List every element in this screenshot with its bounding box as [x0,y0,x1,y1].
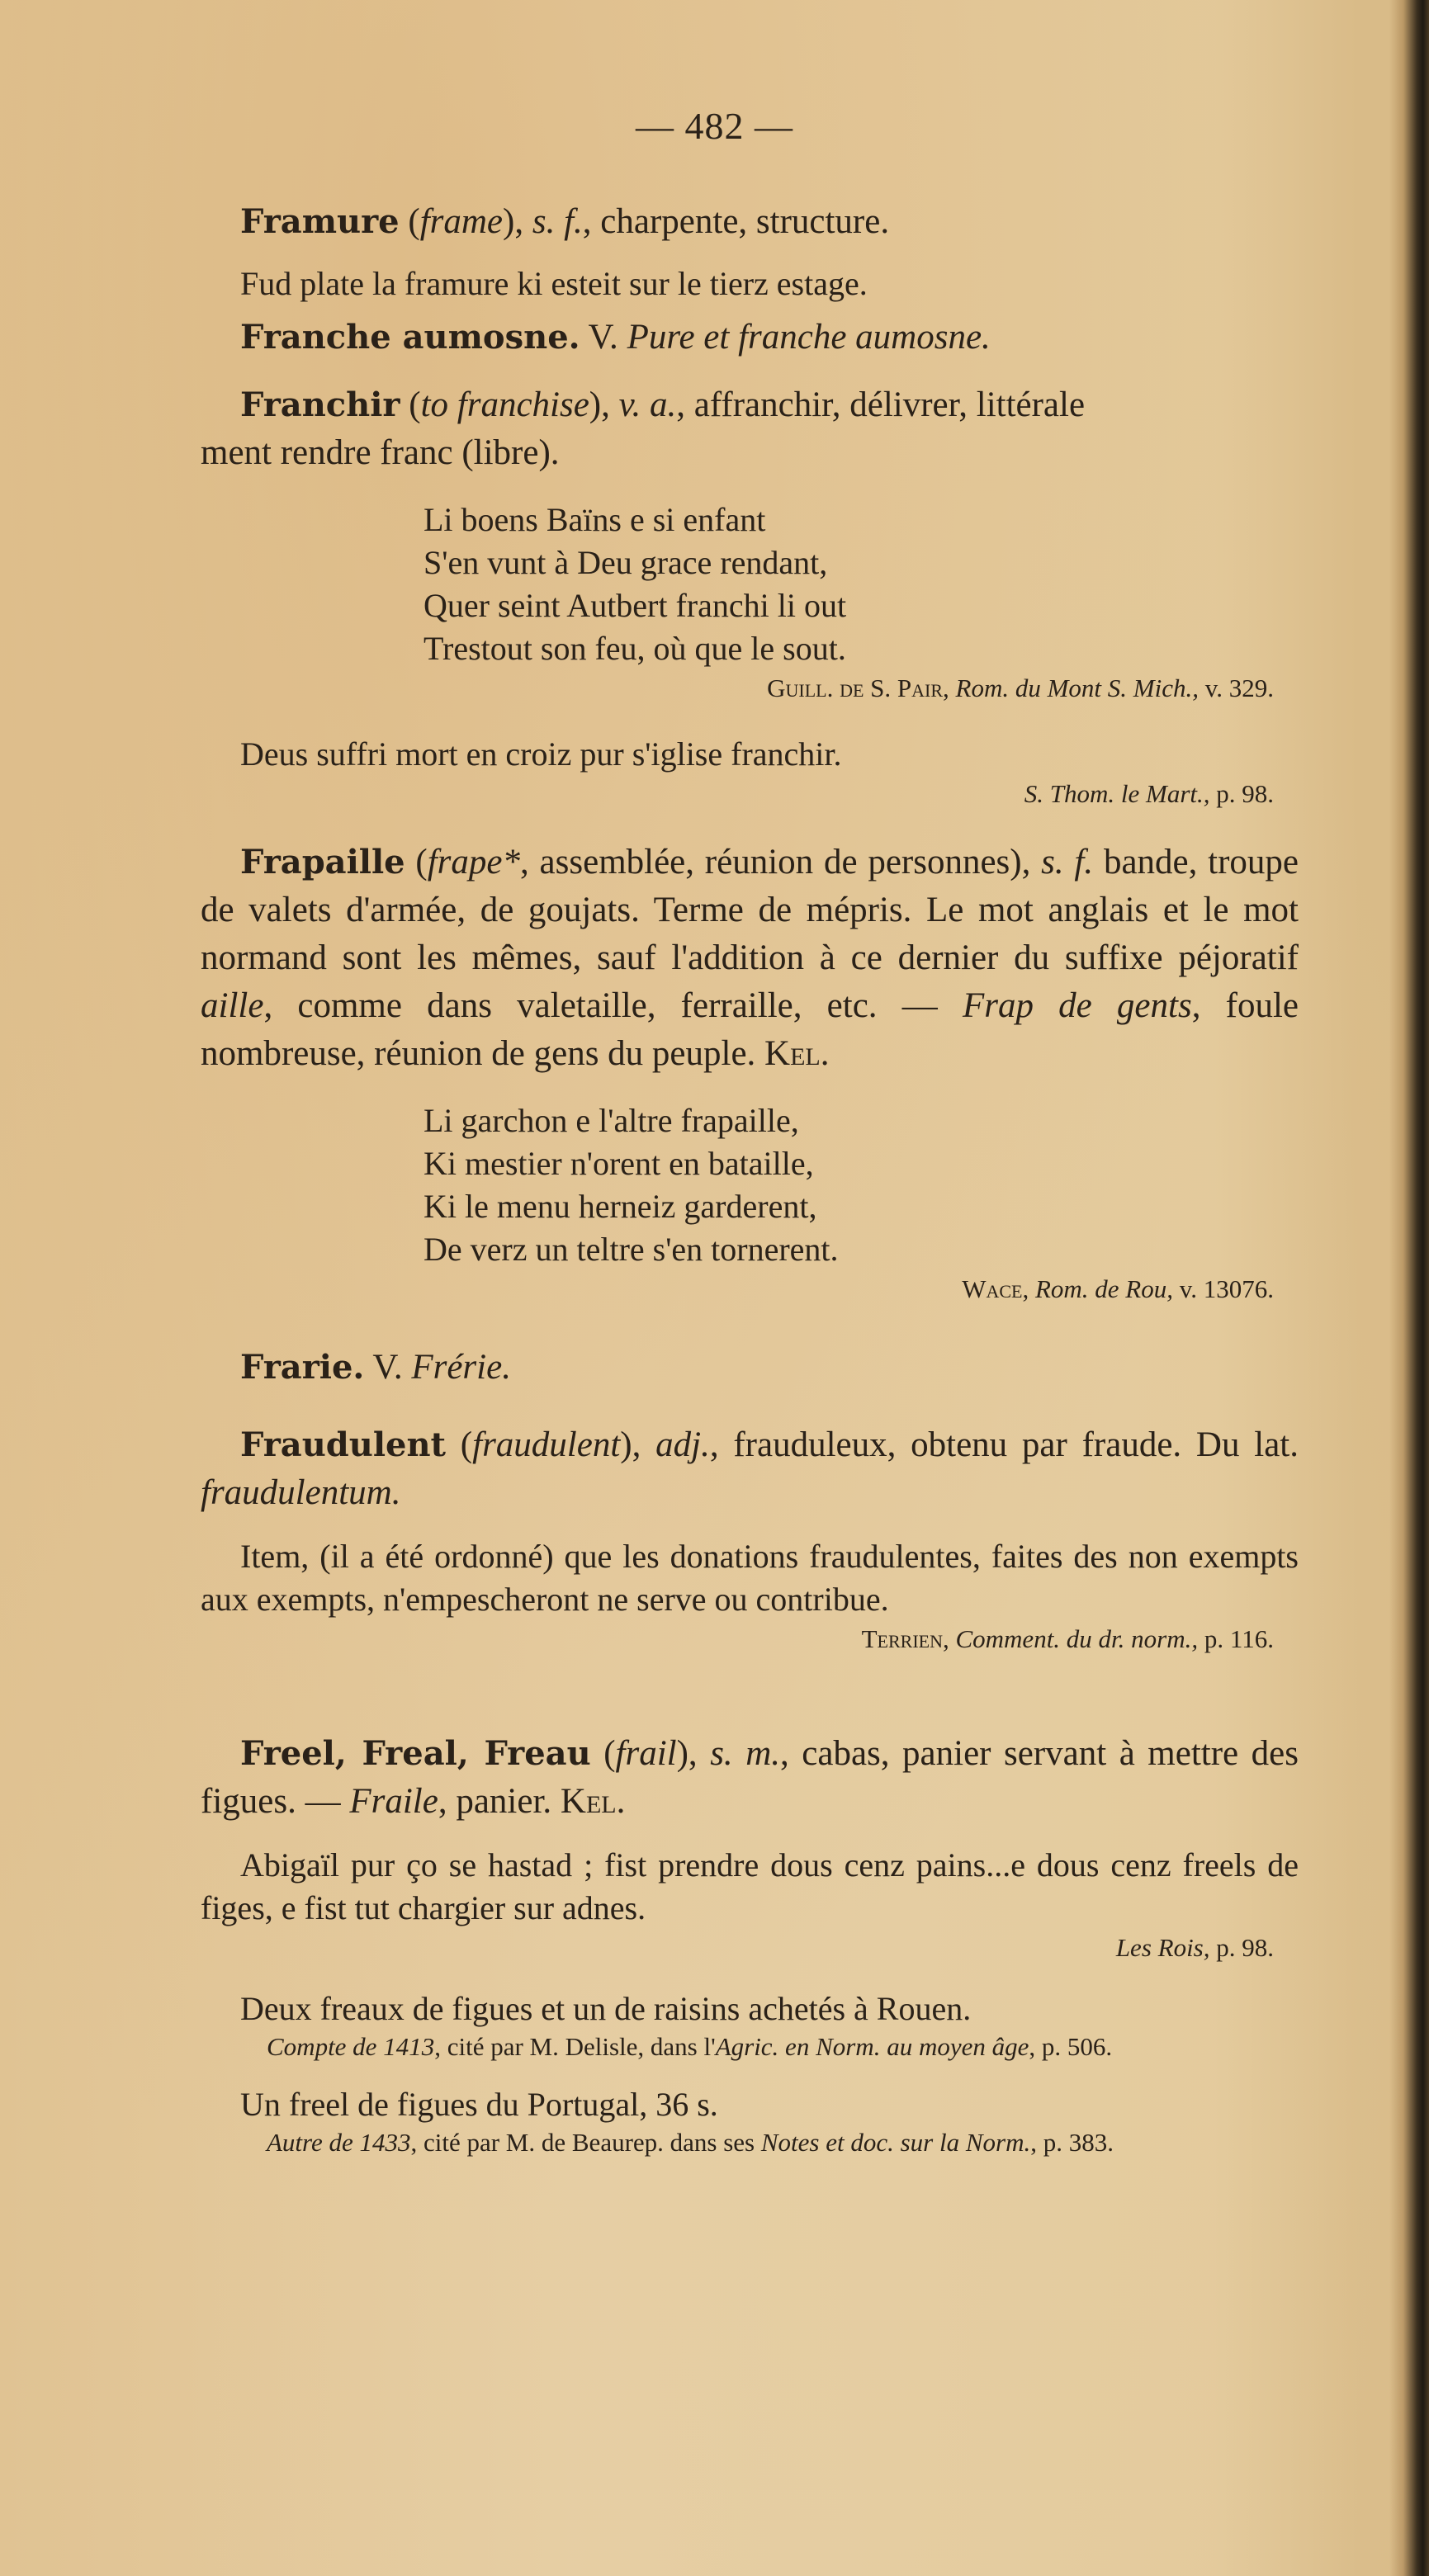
entry-fraudulent: Fraudulent (fraudulent), adj., frauduleux, obtenu par fraude. Du lat. fraudulentum. Item, (il a été ordonné) que les donations fraudulentes, faites des non exempts aux exempts, n'empescheront ne serve ou contribue. Terrien, Comment. du dr. norm., p. 116. [201,1421,1299,1657]
headword: Framure [240,202,400,241]
latin-etymon: fraudulentum. [201,1473,401,1512]
source-citation: Autre de 1433, cité par M. de Beaurep. dans ses Notes et doc. sur la Norm., p. 383. [267,2128,1114,2157]
headword: Frapaille [240,843,405,882]
suffix: aille [201,986,264,1025]
quote: Abigaïl pur ço se hastad ; fist prendre dous cenz pains...e dous cenz freels de figes, e fist tut chargier sur adnes. [201,1846,1299,1926]
grammar: adj. [655,1425,710,1464]
variant: Fraile [349,1782,438,1821]
verse-line: Trestout son feu, où que le sout. [423,630,846,667]
verse-line: Ki mestier n'orent en bataille, [423,1145,814,1182]
source-citation: Terrien, Comment. du dr. norm., p. 116. [861,1624,1274,1653]
verse-line: Li boens Baïns e si enfant [423,501,766,538]
quote: Deux freaux de figues et un de raisins achetés à Rouen. [240,1990,972,2027]
definition-continued: ment rendre franc (libre). [201,433,560,472]
source-citation: Guill. de S. Pair, Rom. du Mont S. Mich., v. 329. [767,674,1274,702]
definition: affranchir, délivrer, littérale [693,385,1086,424]
entry-franchir: Franchir (to franchise), v. a., affranchir, délivrer, littérale ment rendre franc (libre). Li boens Baïns e si enfant S'en vunt à Deu grace rendant, Quer seint Autbert franchi li out Trestout son feu, où que le sout. Guill. de S. Pair, Rom. du Mont S. Mich., v. 329. Deus suffri mort en croiz pur s'iglise franchir. S. Thom. le Mart., p. 98. [201,381,1299,812]
verse-line: Li garchon e l'altre frapaille, [423,1102,799,1139]
quote: Deus suffri mort en croiz pur s'iglise franchir. [240,735,842,773]
see-marker: V. [372,1348,403,1387]
etymology: frail [615,1734,677,1773]
headword: Frarie. [240,1348,365,1387]
headword: Fraudulent [240,1425,447,1464]
cross-reference: Pure et franche aumosne. [627,318,991,357]
phrase: Frap de gents [962,986,1192,1025]
etymology: frame [419,202,504,241]
verse [201,499,1299,670]
verse-line: Ki le menu herneiz garderent, [423,1188,817,1225]
book-binding-edge [1389,0,1429,2576]
source-citation: Wace, Rom. de Rou, v. 13076. [962,1274,1274,1303]
source-citation: S. Thom. le Mart., p. 98. [1024,779,1274,808]
abbreviation: Kel. [764,1034,830,1073]
see-marker: V. [588,318,618,357]
verse-line: De verz un teltre s'en tornerent. [423,1231,839,1268]
etymology: fraudulent [472,1425,621,1464]
page-number: — 482 — [636,105,793,147]
grammar: s. f. [532,202,583,241]
definition: charpente, structure. [600,202,890,241]
grammar: s. f. [1041,843,1094,882]
cross-reference: Frérie. [411,1348,511,1387]
entry-frapaille: Frapaille (frape*, assemblée, réunion de personnes), s. f. bande, troupe de valets d'armée, de goujats. Terme de mépris. Le mot anglais et le mot normand sont les mêmes, sauf l'addition à ce dernier du suffixe péjoratif aille, comme dans valetaille, ferraille, etc. — Frap de gents, foule nombreuse, réunion de gens du peuple. Kel. Li garchon e l'altre frapaille, Ki mestier n'orent en bataille, Ki le menu herneiz garderent, De verz un teltre s'en tornerent. Wace, Rom. de Rou, v. 13076. [201,839,1299,1307]
entry-frarie [201,1344,1299,1392]
grammar: v. a. [618,385,677,424]
quote: Fud plate la framure ki esteit sur le tierz estage. [240,265,868,302]
verse [201,1099,1299,1271]
entry-framure: Framure (frame), s. f., charpente, structure. Fud plate la framure ki esteit sur le tierz estage. [201,198,1299,305]
quote: Un freel de figues du Portugal, 36 s. [240,2086,718,2123]
verse-line: Quer seint Autbert franchi li out [423,587,847,624]
entry-freel: Freel, Freal, Freau (frail), s. m., cabas, panier servant à mettre des figues. — Fraile, panier. Kel. Abigaïl pur ço se hastad ; fist prendre dous cenz pains...e dous cenz freels de figes, e fist tut chargier sur adnes. Les Rois, p. 98. Deux freaux de figues et un de raisins achetés à Rouen. Compte de 1413, cité par M. Delisle, dans l'Agric. en Norm. au moyen âge, p. 506. Un freel de figues du Portugal, 36 s. Autre de 1433, cité par M. de Beaurep. dans ses Notes et doc. sur la Norm., p. 383. [201,1730,1299,2159]
verse-line: S'en vunt à Deu grace rendant, [423,544,828,581]
etymology: frape* [427,843,521,882]
abbreviation: Kel. [560,1782,626,1821]
headword: Franchir [240,385,400,424]
etymology: to franchise [420,385,589,424]
grammar: s. m. [710,1734,780,1773]
source-citation: Les Rois, p. 98. [1115,1933,1274,1962]
entry-franche-aumosne [201,314,1299,362]
quote: Item, (il a été ordonné) que les donations fraudulentes, faites des non exempts aux exempts, n'empescheront ne serve ou contribue. [201,1538,1299,1618]
headword: Franche aumosne. [240,318,580,357]
source-citation: Compte de 1413, cité par M. Delisle, dans l'Agric. en Norm. au moyen âge, p. 506. [267,2032,1113,2061]
headword: Freel, Freal, Freau [240,1734,591,1773]
